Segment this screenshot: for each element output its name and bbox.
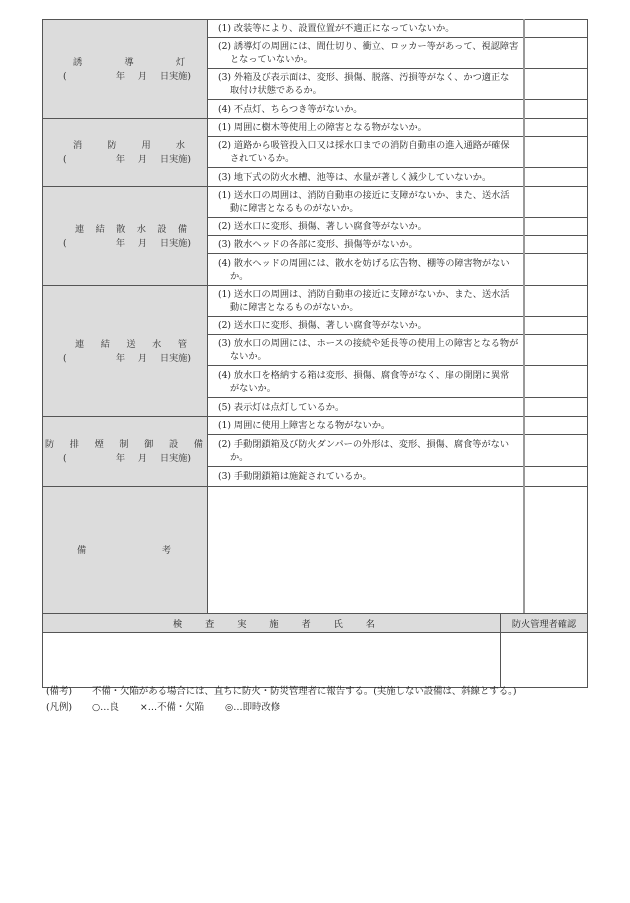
inspector-label-char: 者: [301, 619, 311, 630]
category-name-char: 水: [152, 338, 162, 350]
category-name-char: 灯: [175, 56, 185, 68]
equipment-category: [43, 187, 208, 286]
check-item-text: (1) 送水口の周囲は、消防自動車の接近に支障がないか、また、送水活動に障害となるものがないか。: [218, 190, 510, 214]
check-item-text: (2) 送水口に変形、損傷、著しい腐食等がないか。: [218, 320, 427, 331]
result-mark-cell[interactable]: [524, 20, 588, 38]
date-month: 月: [137, 70, 147, 82]
check-item: [208, 417, 524, 435]
result-mark-cell[interactable]: [524, 317, 588, 335]
result-mark-cell[interactable]: [524, 168, 588, 187]
check-item: [208, 69, 524, 100]
checklist-row: [43, 187, 588, 218]
checklist-row: [43, 119, 588, 137]
remarks-label-char: 備: [77, 544, 87, 556]
check-item-text: (1) 周囲に樹木等使用上の障害となる物がないか。: [218, 122, 427, 133]
category-name-char: 結: [100, 338, 110, 350]
inspector-label-char: 施: [269, 619, 279, 630]
inspection-date[interactable]: [43, 153, 207, 166]
category-name-char: 水: [136, 223, 146, 235]
result-mark-cell[interactable]: [524, 435, 588, 467]
check-item: [208, 236, 524, 254]
check-item-text: (3) 外箱及び表示面は、変形、損傷、脱落、汚損等がなく、かつ適正な取付け状態であるか。: [218, 72, 510, 96]
date-month: 月: [137, 154, 147, 165]
check-item-text: (5) 表示灯は点灯しているか。: [218, 401, 345, 413]
inspector-label-char: 氏: [333, 619, 343, 630]
inspection-date[interactable]: [43, 237, 207, 250]
category-name-char: 水: [175, 140, 185, 151]
remarks-note: [46, 684, 517, 700]
date-month: 月: [137, 237, 147, 249]
result-mark-cell[interactable]: [524, 335, 588, 366]
inspector-label-char: 検: [173, 619, 183, 630]
category-name-char: 設: [157, 223, 167, 235]
equipment-category: [43, 417, 208, 487]
result-mark-cell[interactable]: [524, 38, 588, 69]
legend-defect: ×…不備・欠陥: [139, 702, 205, 713]
check-item-text: (2) 手動閉鎖箱及び防火ダンパーの外形は、変形、損傷、腐食等がないか。: [218, 438, 510, 463]
signature-table: [42, 613, 588, 688]
remarks-row: [43, 487, 588, 614]
category-name-char: 連: [75, 338, 85, 350]
result-mark-cell[interactable]: [524, 119, 588, 137]
check-item: [208, 317, 524, 335]
result-mark-cell[interactable]: [524, 286, 588, 317]
category-name: [43, 56, 207, 69]
result-mark-cell[interactable]: [524, 467, 588, 487]
result-mark-cell[interactable]: [524, 69, 588, 100]
remarks-label-char: 考: [161, 544, 171, 556]
category-name-char: 備: [193, 439, 203, 450]
legend-key: (凡例): [46, 702, 73, 713]
check-item-text: (3) 散水ヘッドの各部に変形、損傷等がないか。: [218, 239, 418, 250]
check-item-text: (1) 周囲に使用上障害となる物がないか。: [218, 420, 391, 431]
date-open: (: [63, 70, 67, 82]
manager-confirm-header: 防火管理者確認: [501, 614, 588, 633]
result-mark-cell[interactable]: [524, 417, 588, 435]
remarks-label: [43, 487, 208, 614]
category-name-char: 防: [45, 439, 55, 450]
check-item-text: (4) 放水口を格納する箱は変形、損傷、腐食等がなく、扉の開閉に異常がないか。: [218, 369, 510, 394]
note-text: 不備・欠陥がある場合には、直ちに防火・防災管理者に報告する。(実施しない設備は、斜線とする。): [92, 686, 517, 697]
check-item-text: (4) 散水ヘッドの周囲には、散水を妨げる広告物、棚等の障害物がないか。: [218, 257, 510, 282]
check-item: [208, 254, 524, 286]
legend: [46, 700, 517, 716]
category-name: [43, 223, 207, 236]
equipment-category: [43, 119, 208, 187]
category-name-char: 備: [177, 223, 187, 235]
result-mark-cell[interactable]: [524, 100, 588, 119]
check-item: [208, 137, 524, 168]
result-mark-cell[interactable]: [524, 366, 588, 398]
date-month: 月: [137, 352, 147, 364]
date-year: 年: [115, 352, 125, 364]
footnotes: [46, 684, 517, 716]
inspector-label-char: 査: [205, 619, 215, 630]
check-item-text: (2) 送水口に変形、損傷、著しい腐食等がないか。: [218, 221, 427, 232]
date-open: (: [63, 453, 67, 464]
date-open: (: [63, 352, 67, 364]
inspector-name-header: [43, 614, 501, 633]
check-item: [208, 335, 524, 366]
date-day: 日実施): [159, 453, 191, 464]
check-item: [208, 100, 524, 119]
date-open: (: [63, 237, 67, 249]
manager-confirm-field[interactable]: [501, 633, 588, 688]
date-day: 日実施): [159, 70, 191, 82]
result-mark-cell[interactable]: [524, 398, 588, 417]
date-day: 日実施): [159, 237, 191, 249]
check-item: [208, 187, 524, 218]
category-name-char: 連: [75, 223, 85, 235]
checklist-row: [43, 286, 588, 317]
date-month: 月: [137, 453, 147, 464]
check-item: [208, 398, 524, 417]
inspector-label-char: 名: [365, 619, 375, 630]
category-name: [43, 338, 207, 351]
equipment-category: [43, 286, 208, 417]
result-mark-cell[interactable]: [524, 187, 588, 218]
inspection-date[interactable]: [43, 452, 207, 465]
check-item-text: (4) 不点灯、ちらつき等がないか。: [218, 103, 363, 115]
category-name-char: 煙: [94, 439, 104, 450]
date-day: 日実施): [159, 352, 191, 364]
note-key: (備考): [46, 686, 73, 697]
date-day: 日実施): [159, 154, 191, 165]
check-item-text: (3) 手動閉鎖箱は施錠されているか。: [218, 471, 372, 482]
check-item: [208, 38, 524, 69]
check-item: [208, 119, 524, 137]
check-item-text: (3) 放水口の周囲には、ホースの接続や延長等の使用上の障害となる物がないか。: [218, 338, 519, 362]
check-item: [208, 435, 524, 467]
remarks-field[interactable]: [208, 487, 524, 614]
checklist-row: [43, 417, 588, 435]
category-name-char: 用: [141, 140, 151, 151]
category-name-char: 結: [95, 223, 105, 235]
check-item: [208, 168, 524, 187]
category-name-char: 制: [119, 439, 129, 450]
remarks-mark-cell[interactable]: [524, 487, 588, 614]
legend-good: ○…良: [92, 702, 119, 713]
category-name-char: 散: [116, 223, 126, 235]
check-item: [208, 467, 524, 487]
result-mark-cell[interactable]: [524, 137, 588, 168]
category-name-char: 防: [107, 140, 117, 151]
equipment-category: [43, 20, 208, 119]
result-mark-cell[interactable]: [524, 254, 588, 286]
inspection-date[interactable]: [43, 352, 207, 365]
category-name-char: 導: [124, 56, 134, 68]
date-year: 年: [115, 237, 125, 249]
inspection-checklist: [42, 19, 587, 688]
category-name-char: 設: [168, 439, 179, 450]
category-name-char: 排: [69, 439, 79, 450]
legend-immediate-fix: ◎…即時改修: [225, 702, 281, 713]
date-year: 年: [115, 453, 125, 464]
check-item: [208, 366, 524, 398]
date-open: (: [63, 154, 67, 165]
inspector-label-char: 実: [237, 619, 247, 630]
category-name-char: 誘: [73, 56, 83, 68]
result-mark-cell[interactable]: [524, 236, 588, 254]
check-item-text: (1) 送水口の周囲は、消防自動車の接近に支障がないか、また、送水活動に障害となるものがないか。: [218, 289, 510, 313]
checklist-row: [43, 20, 588, 38]
check-item: [208, 218, 524, 236]
category-name-char: 消: [73, 140, 83, 151]
category-name-char: 管: [177, 338, 187, 350]
category-name-char: 御: [144, 439, 154, 450]
checklist-table: [42, 19, 588, 614]
category-name-char: 送: [126, 338, 136, 350]
check-item: [208, 20, 524, 38]
date-year: 年: [115, 154, 125, 165]
check-item: [208, 286, 524, 317]
check-item-text: (2) 誘導灯の周囲には、間仕切り、衝立、ロッカー等があって、視認障害となっていないか。: [218, 41, 519, 65]
check-item-text: (3) 地下式の防火水槽、池等は、水量が著しく減少していないか。: [218, 171, 492, 183]
date-year: 年: [115, 70, 125, 82]
result-mark-cell[interactable]: [524, 218, 588, 236]
check-item-text: (1) 改装等により、設置位置が不適正になっていないか。: [218, 23, 455, 34]
inspector-name-field[interactable]: [43, 633, 501, 688]
inspection-date[interactable]: [43, 70, 207, 83]
category-name: [43, 438, 207, 451]
check-item-text: (2) 道路から吸管投入口又は採水口までの消防自動車の進入通路が確保されているか。: [218, 140, 510, 164]
category-name: [43, 139, 207, 152]
